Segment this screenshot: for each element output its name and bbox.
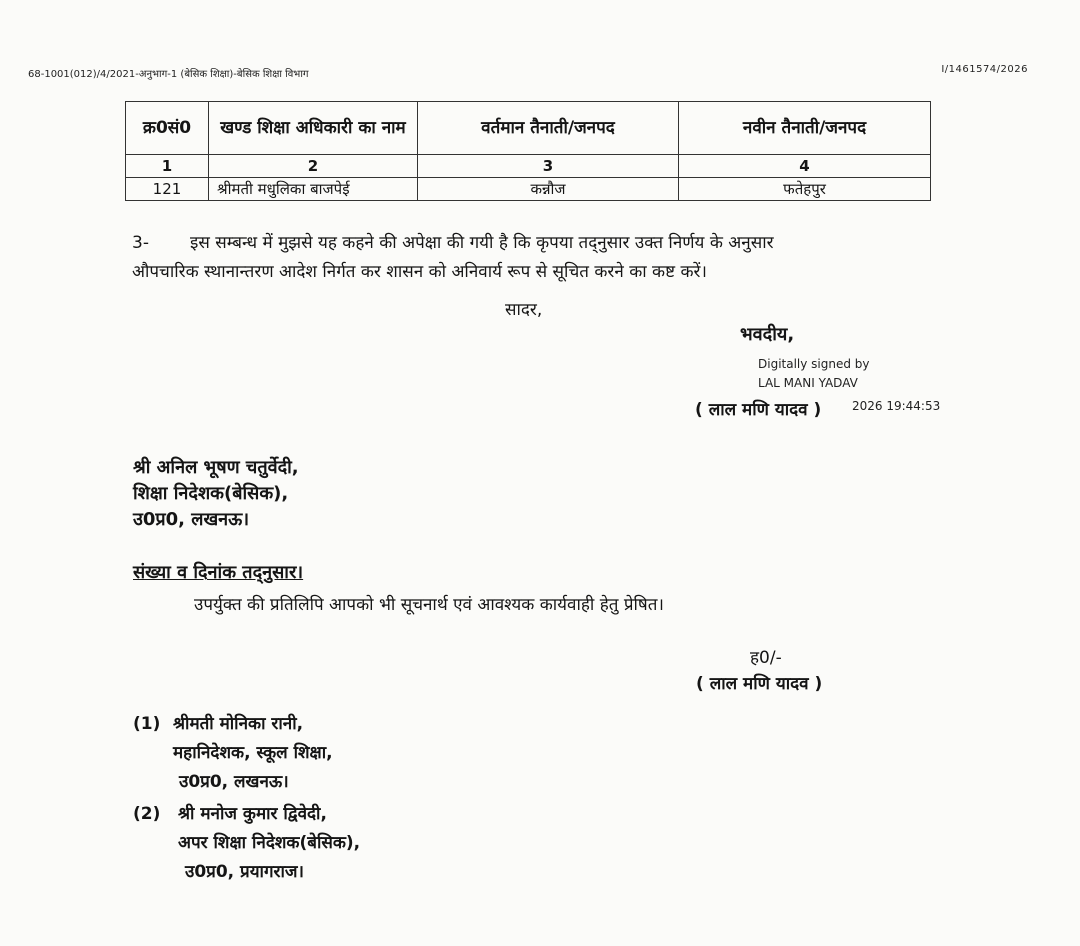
digital-signature-label: Digitally signed by [758,357,870,371]
col-header-name: खण्ड शिक्षा अधिकारी का नाम [209,102,418,155]
reference-number: 68-1001(012)/4/2021-अनुभाग-1 (बेसिक शिक्षा)-बेसिक शिक्षा विभाग [28,69,309,80]
paragraph-line: औपचारिक स्थानान्तरण आदेश निर्गत कर शासन को अनिवार्य रूप से सूचित करने का कष्ट करें। [132,262,707,282]
paragraph-3 [132,229,932,287]
paragraph-line: इस सम्बन्ध में मुझसे यह कहने की अपेक्षा की गयी है कि कृपया तद्नुसार उक्त निर्णय के अनुसार [190,233,774,253]
table-number-row [126,155,931,178]
col-header-sno: क्र0सं0 [126,102,209,155]
addressee-block [133,455,299,533]
col-number: 3 [418,155,679,178]
copy-heading: संख्या व दिनांक तद्नुसार। [133,562,304,583]
transfer-table [125,101,931,201]
col-number: 1 [126,155,209,178]
closing-bhavdiya: भवदीय, [740,324,795,345]
signed-mark: ह0/- [750,648,782,668]
recipient-line: उ0प्र0, लखनऊ। [179,772,289,792]
recipient-line: श्रीमती मोनिका रानी, [173,714,304,734]
cell-officer-name: श्रीमती मधुलिका बाजपेई [209,178,418,201]
col-number: 4 [679,155,931,178]
addressee-line: उ0प्र0, लखनऊ। [133,509,250,530]
recipient-line: अपर शिक्षा निदेशक(बेसिक), [178,833,361,853]
addressee-line: श्री अनिल भूषण चतुर्वेदी, [133,457,299,478]
paragraph-number: 3- [132,233,149,253]
col-header-current-posting: वर्तमान तैनाती/जनपद [418,102,679,155]
copy-text: उपर्युक्त की प्रतिलिपि आपको भी सूचनार्थ एवं आवश्यक कार्यवाही हेतु प्रेषित। [194,595,664,615]
recipient-number: (1) [133,714,161,734]
col-header-new-posting: नवीन तैनाती/जनपद [679,102,931,155]
table-row [126,178,931,201]
table-header-row [126,102,931,155]
file-number: I/1461574/2026 [941,64,1028,75]
col-number: 2 [209,155,418,178]
cell-current-posting: कन्नौज [418,178,679,201]
recipient-line: महानिदेशक, स्कूल शिक्षा, [173,743,333,763]
signatory-name: ( लाल मणि यादव ) [695,400,822,420]
cell-sno: 121 [126,178,209,201]
closing-sadar: सादर, [505,300,543,320]
recipient-line: श्री मनोज कुमार द्विवेदी, [178,804,327,824]
signatory-name-copy: ( लाल मणि यादव ) [696,674,823,694]
addressee-line: शिक्षा निदेशक(बेसिक), [133,483,289,504]
cell-new-posting: फतेहपुर [679,178,931,201]
digital-signature-block [758,355,870,393]
digital-signature-name: LAL MANI YADAV [758,376,858,390]
recipient-line: उ0प्र0, प्रयागराज। [185,862,304,882]
recipient-number: (2) [133,804,161,824]
digital-signature-time: 2026 19:44:53 [852,399,941,413]
